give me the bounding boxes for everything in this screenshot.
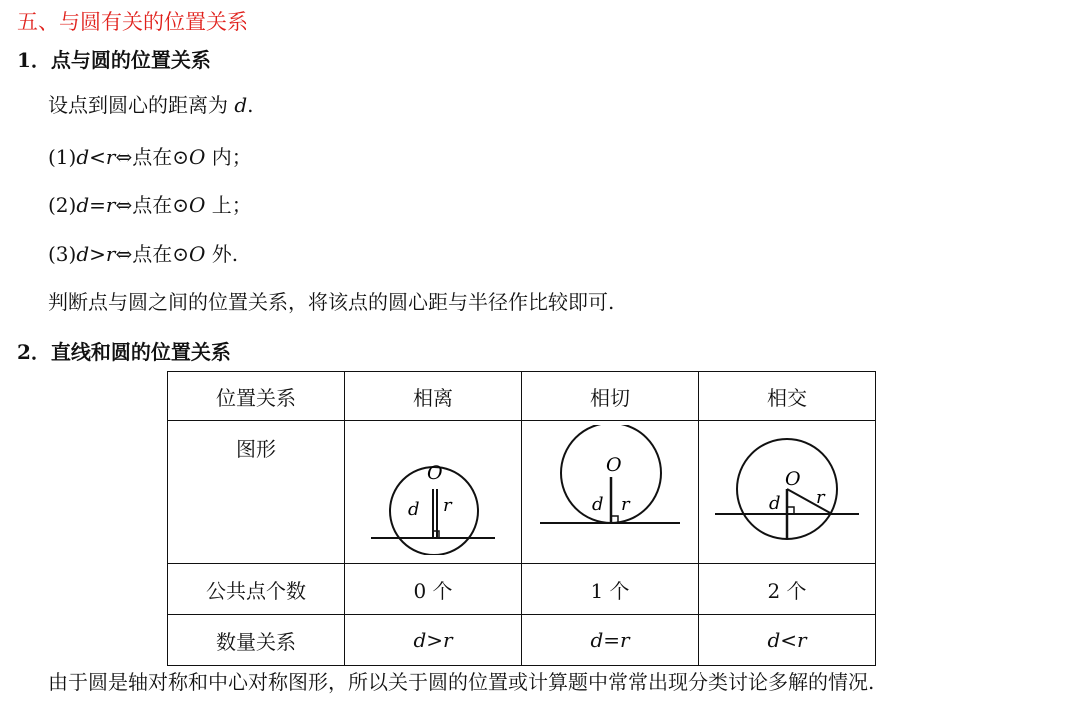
header-tangent: 相切 <box>522 372 699 421</box>
header-intersect: 相交 <box>699 372 876 421</box>
distance-label: d <box>592 493 604 515</box>
center-label: O <box>785 467 801 490</box>
row-value: d>r <box>345 615 522 666</box>
part2-heading <box>17 336 231 365</box>
row-value: 2 个 <box>699 564 876 615</box>
equiv-arrow: ⇔ <box>115 242 133 266</box>
section-title: 五、与圆有关的位置关系 <box>17 10 248 34</box>
table-row-quantity-relation <box>168 615 876 666</box>
header-position-relation: 位置关系 <box>168 372 345 421</box>
table-row-common-points <box>168 564 876 615</box>
center-label: O <box>427 461 443 484</box>
case-expr: d<r <box>76 145 116 169</box>
part2-heading-num: 2． <box>17 340 51 364</box>
case-text: 点在⊙ <box>132 145 189 169</box>
header-separate: 相离 <box>345 372 522 421</box>
case-position: 上； <box>205 193 252 217</box>
part1-heading-text: 点与圆的位置关系 <box>50 48 211 72</box>
radius-label: r <box>621 493 630 515</box>
case-expr: d>r <box>76 242 116 266</box>
part2-heading-text: 直线和圆的位置关系 <box>50 340 231 364</box>
table-header-row <box>168 372 876 421</box>
line-circle-relation-table <box>167 371 876 666</box>
circle-name: O <box>189 145 206 169</box>
part1-heading <box>17 44 211 73</box>
figure-separate <box>345 425 521 555</box>
row-value: d=r <box>522 615 699 666</box>
row-value: 1 个 <box>522 564 699 615</box>
part1-conclusion: 判断点与圆之间的位置关系，将该点的圆心距与半径作比较即可. <box>48 290 615 314</box>
distance-label: d <box>408 498 420 520</box>
case-expr: d=r <box>76 193 116 217</box>
case-text: 点在⊙ <box>132 193 189 217</box>
center-label: O <box>606 453 622 476</box>
figure-label: 图形 <box>168 421 345 564</box>
case-num: (1) <box>48 145 77 169</box>
row-label: 数量关系 <box>168 615 345 666</box>
row-label: 公共点个数 <box>168 564 345 615</box>
case-text: 点在⊙ <box>132 242 189 266</box>
radius-label: r <box>443 494 452 516</box>
figure-separate-cell <box>345 421 522 564</box>
case-2 <box>48 189 252 218</box>
radius-label: r <box>816 486 825 508</box>
case-3 <box>48 238 238 267</box>
row-value: 0 个 <box>345 564 522 615</box>
equiv-arrow: ⇔ <box>115 145 133 169</box>
intro-suffix: . <box>247 93 254 117</box>
table-figure-row <box>168 421 876 564</box>
figure-tangent <box>522 425 698 555</box>
circle-name: O <box>189 242 206 266</box>
case-num: (3) <box>48 242 77 266</box>
case-position: 内； <box>205 145 252 169</box>
row-value: d<r <box>699 615 876 666</box>
equiv-arrow: ⇔ <box>115 193 133 217</box>
intro-var: d <box>234 93 248 117</box>
case-num: (2) <box>48 193 77 217</box>
case-1 <box>48 141 252 170</box>
figure-intersect <box>699 425 875 555</box>
intro-prefix: 设点到圆心的距离为 <box>48 93 235 117</box>
part1-intro <box>48 89 254 118</box>
distance-label: d <box>769 492 781 514</box>
case-position: 外. <box>205 242 239 266</box>
footer-note: 由于圆是轴对称和中心对称图形，所以关于圆的位置或计算题中常常出现分类讨论多解的情况. <box>48 670 875 694</box>
part1-heading-num: 1． <box>17 48 51 72</box>
figure-tangent-cell <box>522 421 699 564</box>
circle-name: O <box>189 193 206 217</box>
figure-intersect-cell <box>699 421 876 564</box>
